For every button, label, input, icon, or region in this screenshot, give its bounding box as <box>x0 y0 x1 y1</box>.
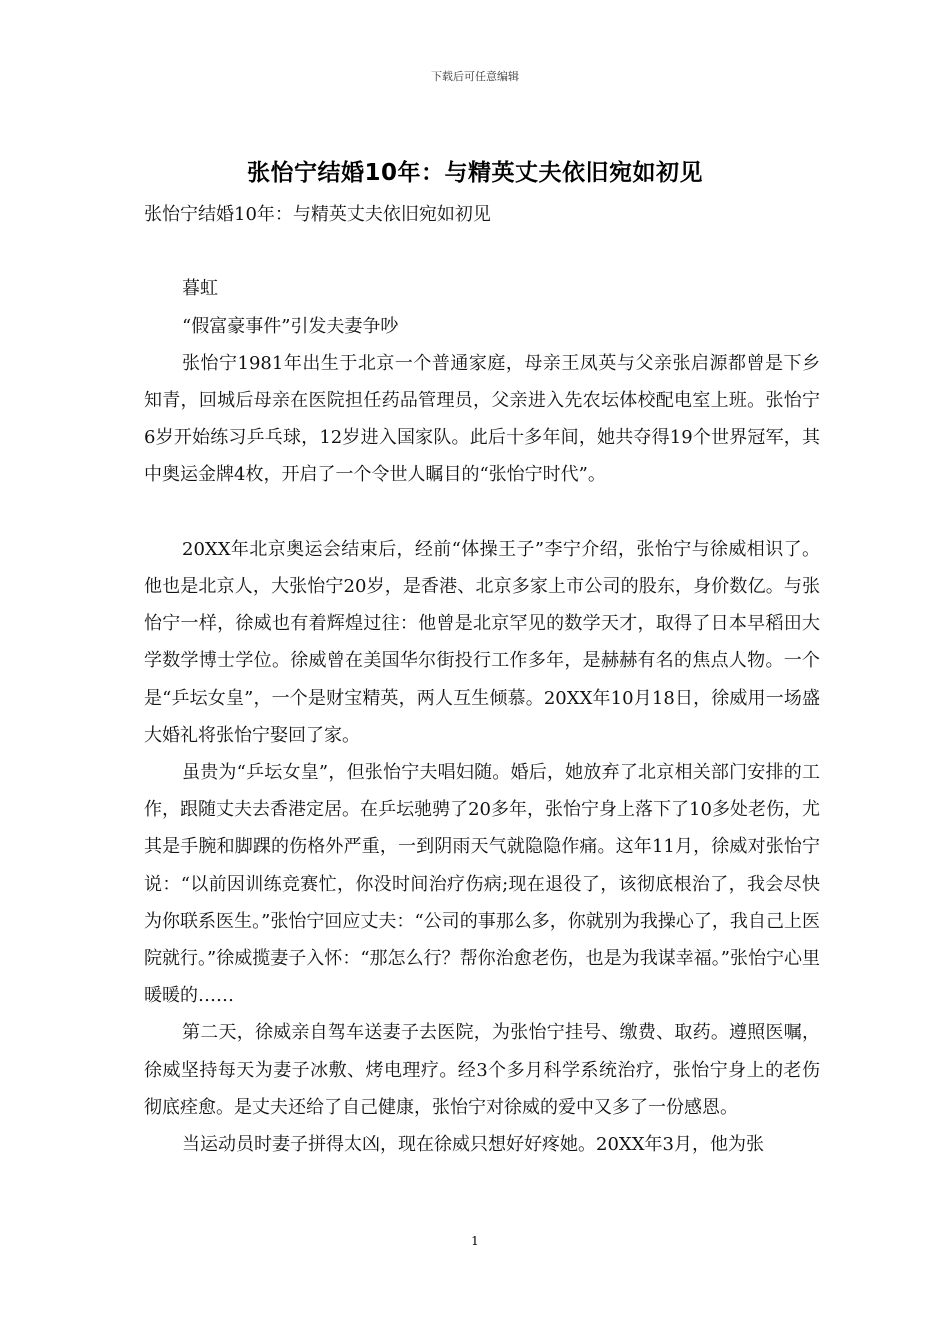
section-heading: “假富豪事件”引发夫妻争吵 <box>182 315 399 337</box>
document-title: 张怡宁结婚10年：与精英丈夫依旧宛如初见 <box>246 160 703 186</box>
paragraph-1: 张怡宁1981年出生于北京一个普通家庭，母亲王凤英与父亲张启源都曾是下乡知青，回城后母亲在医院担任药品管理员，父亲进入先农坛体校配电室上班。张怡宁6岁开始练习乒乓球，12岁进入国家队。此后十多年间，她共夺得19个世界冠军，其中奥运金牌4枚，开启了一个令世人瞩目的“张怡宁时代”。 <box>144 352 820 486</box>
blank-line <box>144 494 820 531</box>
page-number: 1 <box>471 1234 479 1248</box>
author-line: 暮虹 <box>182 278 218 300</box>
page-header-note: 下载后可任意编辑 <box>431 70 519 83</box>
paragraph-2: 20XX年北京奥运会结束后，经前“体操王子”李宁介绍，张怡宁与徐威相识了。他也是北京人，大张怡宁20岁，是香港、北京多家上市公司的股东，身价数亿。与张怡宁一样，徐威也有着辉煌过往：他曾是北京罕见的数学天才，取得了日本早稻田大学数学博士学位。徐威曾在美国华尔街投行工作多年，是赫赫有名的焦点人物。一个是“乒坛女皇”，一个是财宝精英，两人互生倾慕。20XX年10月18日，徐威用一场盛大婚礼将张怡宁娶回了家。 <box>144 538 820 746</box>
document-body <box>144 196 820 1163</box>
document-subtitle: 张怡宁结婚10年：与精英丈夫依旧宛如初见 <box>144 204 491 225</box>
paragraph-4: 第二天，徐威亲自驾车送妻子去医院，为张怡宁挂号、缴费、取药。遵照医嘱，徐威坚持每天为妻子冰敷、烤电理疗。经3个多月科学系统治疗，张怡宁身上的老伤彻底痊愈。是丈夫还给了自己健康，张怡宁对徐威的爱中又多了一份感恩。 <box>144 1022 820 1118</box>
paragraph-3: 虽贵为“乒坛女皇”，但张怡宁夫唱妇随。婚后，她放弃了北京相关部门安排的工作，跟随丈夫去香港定居。在乒坛驰骋了20多年，张怡宁身上落下了10多处老伤，尤其是手腕和脚踝的伤格外严重，一到阴雨天气就隐隐作痛。这年11月，徐威对张怡宁说：“以前因训练竞赛忙，你没时间治疗伤病;现在退役了，该彻底根治了，我会尽快为你联系医生。”张怡宁回应丈夫：“公司的事那么多，你就别为我操心了，我自己上医院就行。”徐威揽妻子入怀：“那怎么行？帮你治愈老伤，也是为我谋幸福。”张怡宁心里暖暖的…… <box>144 762 820 1007</box>
paragraph-5: 当运动员时妻子拼得太凶，现在徐威只想好好疼她。20XX年3月，他为张 <box>182 1134 764 1156</box>
blank-line <box>144 233 820 270</box>
